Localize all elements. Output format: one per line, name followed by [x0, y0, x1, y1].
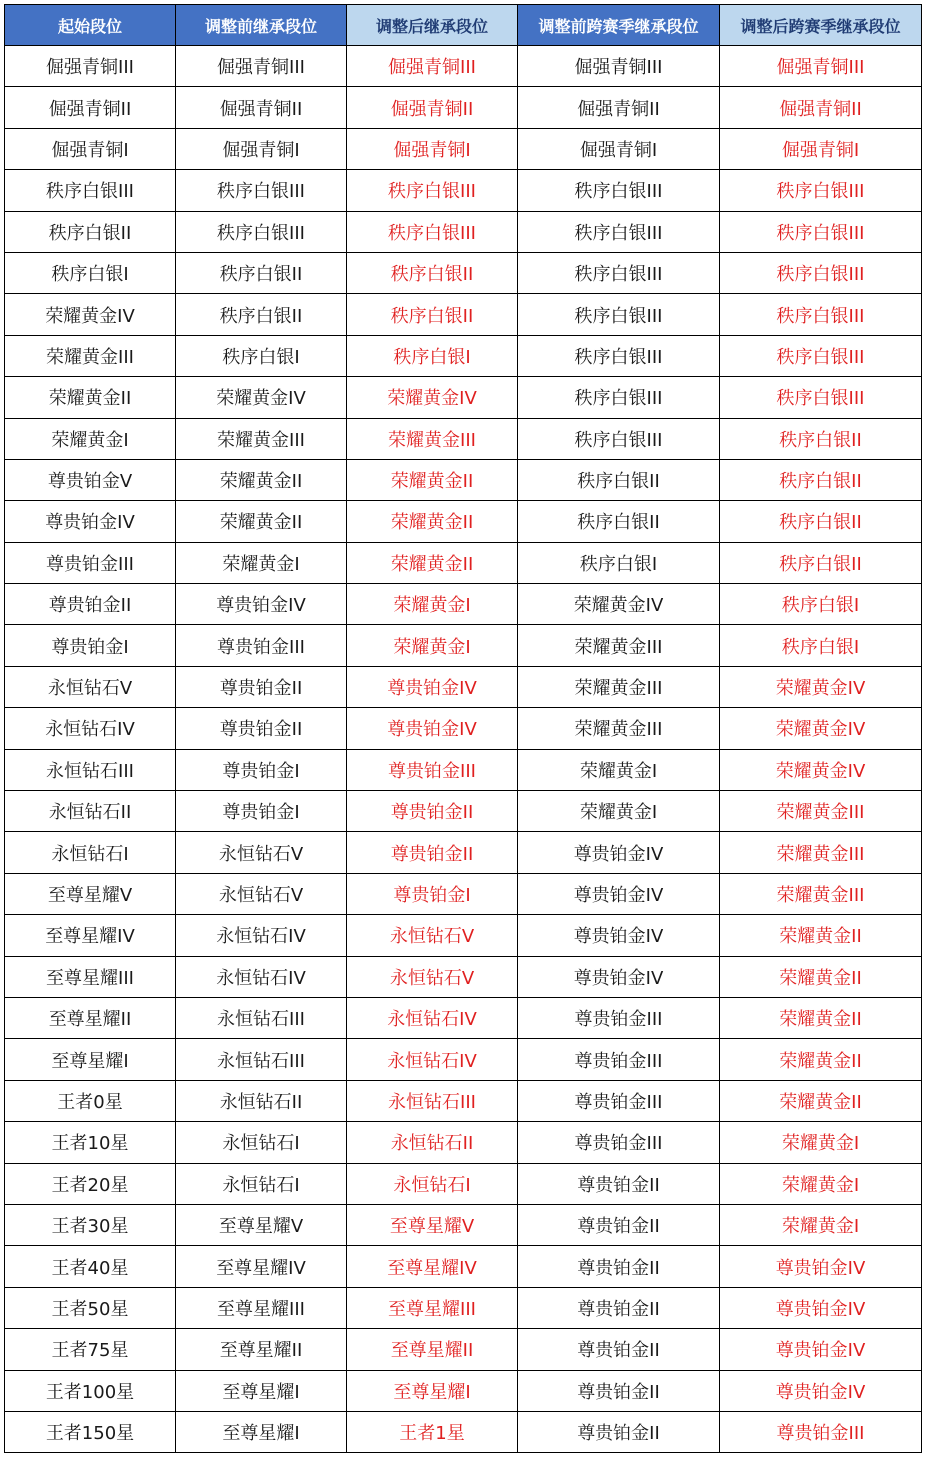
header-start-rank: 起始段位 [5, 5, 176, 46]
after-inherit-cell: 尊贵铂金IV [347, 708, 518, 749]
after-cross-season-cell: 荣耀黄金II [720, 1080, 922, 1121]
start-rank-cell: 王者75星 [5, 1329, 176, 1370]
after-cross-season-cell: 秩序白银II [720, 501, 922, 542]
after-cross-season-cell: 秩序白银III [720, 294, 922, 335]
after-cross-season-cell: 荣耀黄金IV [720, 749, 922, 790]
before-cross-season-cell: 秩序白银III [518, 335, 720, 376]
before-inherit-cell: 荣耀黄金II [176, 459, 347, 500]
before-inherit-cell: 荣耀黄金III [176, 418, 347, 459]
start-rank-cell: 秩序白银I [5, 252, 176, 293]
before-inherit-cell: 永恒钻石II [176, 1080, 347, 1121]
before-cross-season-cell: 倔强青铜II [518, 87, 720, 128]
table-row [5, 956, 922, 997]
start-rank-cell: 王者10星 [5, 1122, 176, 1163]
before-cross-season-cell: 尊贵铂金II [518, 1329, 720, 1370]
before-cross-season-cell: 荣耀黄金III [518, 708, 720, 749]
before-cross-season-cell: 尊贵铂金III [518, 1080, 720, 1121]
after-cross-season-cell: 尊贵铂金IV [720, 1246, 922, 1287]
before-cross-season-cell: 尊贵铂金II [518, 1370, 720, 1411]
after-cross-season-cell: 荣耀黄金II [720, 915, 922, 956]
table-row [5, 459, 922, 500]
before-inherit-cell: 永恒钻石V [176, 873, 347, 914]
before-inherit-cell: 秩序白银II [176, 294, 347, 335]
table-row [5, 1204, 922, 1245]
start-rank-cell: 尊贵铂金V [5, 459, 176, 500]
after-inherit-cell: 至尊星耀V [347, 1204, 518, 1245]
after-cross-season-cell: 尊贵铂金IV [720, 1329, 922, 1370]
before-inherit-cell: 至尊星耀IV [176, 1246, 347, 1287]
before-inherit-cell: 秩序白银III [176, 170, 347, 211]
after-cross-season-cell: 尊贵铂金IV [720, 1370, 922, 1411]
start-rank-cell: 王者100星 [5, 1370, 176, 1411]
before-cross-season-cell: 秩序白银III [518, 377, 720, 418]
before-cross-season-cell: 秩序白银II [518, 459, 720, 500]
after-cross-season-cell: 秩序白银III [720, 252, 922, 293]
before-cross-season-cell: 秩序白银III [518, 211, 720, 252]
after-inherit-cell: 永恒钻石III [347, 1080, 518, 1121]
before-cross-season-cell: 荣耀黄金I [518, 749, 720, 790]
before-cross-season-cell: 尊贵铂金II [518, 1204, 720, 1245]
table-row [5, 708, 922, 749]
table-row [5, 832, 922, 873]
after-cross-season-cell: 倔强青铜II [720, 87, 922, 128]
start-rank-cell: 荣耀黄金II [5, 377, 176, 418]
after-cross-season-cell: 荣耀黄金III [720, 791, 922, 832]
before-cross-season-cell: 秩序白银III [518, 170, 720, 211]
table-row [5, 211, 922, 252]
start-rank-cell: 至尊星耀III [5, 956, 176, 997]
table-row [5, 542, 922, 583]
before-cross-season-cell: 尊贵铂金IV [518, 873, 720, 914]
after-cross-season-cell: 秩序白银II [720, 542, 922, 583]
start-rank-cell: 永恒钻石V [5, 666, 176, 707]
before-cross-season-cell: 荣耀黄金III [518, 666, 720, 707]
start-rank-cell: 秩序白银II [5, 211, 176, 252]
before-inherit-cell: 尊贵铂金II [176, 708, 347, 749]
after-inherit-cell: 秩序白银I [347, 335, 518, 376]
table-row [5, 294, 922, 335]
start-rank-cell: 王者40星 [5, 1246, 176, 1287]
table-row [5, 501, 922, 542]
before-cross-season-cell: 秩序白银III [518, 294, 720, 335]
before-inherit-cell: 永恒钻石III [176, 1039, 347, 1080]
rank-inheritance-table [4, 4, 922, 1453]
before-inherit-cell: 至尊星耀II [176, 1329, 347, 1370]
after-inherit-cell: 永恒钻石IV [347, 997, 518, 1038]
table-row [5, 1080, 922, 1121]
before-cross-season-cell: 秩序白银III [518, 252, 720, 293]
after-cross-season-cell: 尊贵铂金IV [720, 1287, 922, 1328]
after-inherit-cell: 永恒钻石IV [347, 1039, 518, 1080]
before-inherit-cell: 永恒钻石V [176, 832, 347, 873]
after-inherit-cell: 永恒钻石II [347, 1122, 518, 1163]
before-inherit-cell: 倔强青铜I [176, 128, 347, 169]
start-rank-cell: 永恒钻石IV [5, 708, 176, 749]
table-row [5, 1287, 922, 1328]
table-row [5, 418, 922, 459]
before-cross-season-cell: 尊贵铂金II [518, 1287, 720, 1328]
start-rank-cell: 尊贵铂金IV [5, 501, 176, 542]
after-cross-season-cell: 秩序白银III [720, 377, 922, 418]
after-inherit-cell: 尊贵铂金III [347, 749, 518, 790]
after-cross-season-cell: 尊贵铂金III [720, 1411, 922, 1452]
after-cross-season-cell: 秩序白银I [720, 625, 922, 666]
after-inherit-cell: 荣耀黄金I [347, 625, 518, 666]
before-inherit-cell: 倔强青铜III [176, 46, 347, 87]
table-row [5, 1246, 922, 1287]
start-rank-cell: 尊贵铂金II [5, 584, 176, 625]
before-inherit-cell: 永恒钻石IV [176, 956, 347, 997]
after-cross-season-cell: 荣耀黄金III [720, 832, 922, 873]
before-cross-season-cell: 秩序白银I [518, 542, 720, 583]
rank-table-container [4, 4, 922, 1453]
after-inherit-cell: 永恒钻石V [347, 915, 518, 956]
before-cross-season-cell: 荣耀黄金I [518, 791, 720, 832]
before-cross-season-cell: 尊贵铂金IV [518, 956, 720, 997]
before-inherit-cell: 至尊星耀I [176, 1411, 347, 1452]
after-cross-season-cell: 秩序白银III [720, 211, 922, 252]
after-inherit-cell: 至尊星耀IV [347, 1246, 518, 1287]
start-rank-cell: 秩序白银III [5, 170, 176, 211]
after-inherit-cell: 至尊星耀III [347, 1287, 518, 1328]
after-inherit-cell: 秩序白银II [347, 252, 518, 293]
table-body [5, 46, 922, 1453]
before-inherit-cell: 荣耀黄金I [176, 542, 347, 583]
before-cross-season-cell: 尊贵铂金III [518, 997, 720, 1038]
before-inherit-cell: 至尊星耀III [176, 1287, 347, 1328]
table-row [5, 46, 922, 87]
table-row [5, 1163, 922, 1204]
start-rank-cell: 倔强青铜II [5, 87, 176, 128]
before-cross-season-cell: 尊贵铂金IV [518, 915, 720, 956]
after-cross-season-cell: 倔强青铜I [720, 128, 922, 169]
before-inherit-cell: 至尊星耀V [176, 1204, 347, 1245]
before-inherit-cell: 秩序白银I [176, 335, 347, 376]
after-cross-season-cell: 荣耀黄金I [720, 1163, 922, 1204]
after-inherit-cell: 倔强青铜II [347, 87, 518, 128]
after-cross-season-cell: 荣耀黄金I [720, 1204, 922, 1245]
after-inherit-cell: 荣耀黄金II [347, 501, 518, 542]
before-inherit-cell: 荣耀黄金II [176, 501, 347, 542]
start-rank-cell: 王者150星 [5, 1411, 176, 1452]
after-cross-season-cell: 荣耀黄金I [720, 1122, 922, 1163]
header-after-cross-season: 调整后跨赛季继承段位 [720, 5, 922, 46]
before-cross-season-cell: 倔强青铜III [518, 46, 720, 87]
table-row [5, 997, 922, 1038]
after-cross-season-cell: 荣耀黄金II [720, 956, 922, 997]
before-cross-season-cell: 秩序白银II [518, 501, 720, 542]
before-inherit-cell: 永恒钻石I [176, 1163, 347, 1204]
after-inherit-cell: 尊贵铂金IV [347, 666, 518, 707]
after-inherit-cell: 尊贵铂金I [347, 873, 518, 914]
table-row [5, 873, 922, 914]
start-rank-cell: 尊贵铂金I [5, 625, 176, 666]
after-inherit-cell: 秩序白银III [347, 170, 518, 211]
table-row [5, 791, 922, 832]
before-cross-season-cell: 倔强青铜I [518, 128, 720, 169]
before-inherit-cell: 秩序白银III [176, 211, 347, 252]
table-row [5, 128, 922, 169]
after-cross-season-cell: 荣耀黄金II [720, 1039, 922, 1080]
table-row [5, 335, 922, 376]
before-cross-season-cell: 尊贵铂金IV [518, 832, 720, 873]
table-row [5, 1039, 922, 1080]
before-cross-season-cell: 尊贵铂金III [518, 1039, 720, 1080]
start-rank-cell: 至尊星耀V [5, 873, 176, 914]
before-inherit-cell: 倔强青铜II [176, 87, 347, 128]
start-rank-cell: 荣耀黄金III [5, 335, 176, 376]
header-row [5, 5, 922, 46]
before-cross-season-cell: 尊贵铂金II [518, 1163, 720, 1204]
before-cross-season-cell: 尊贵铂金III [518, 1122, 720, 1163]
after-inherit-cell: 秩序白银II [347, 294, 518, 335]
after-cross-season-cell: 秩序白银II [720, 459, 922, 500]
before-inherit-cell: 尊贵铂金I [176, 749, 347, 790]
after-inherit-cell: 至尊星耀I [347, 1370, 518, 1411]
after-cross-season-cell: 秩序白银I [720, 584, 922, 625]
start-rank-cell: 至尊星耀II [5, 997, 176, 1038]
start-rank-cell: 永恒钻石II [5, 791, 176, 832]
table-row [5, 666, 922, 707]
before-inherit-cell: 至尊星耀I [176, 1370, 347, 1411]
start-rank-cell: 王者0星 [5, 1080, 176, 1121]
after-cross-season-cell: 荣耀黄金III [720, 873, 922, 914]
before-inherit-cell: 尊贵铂金III [176, 625, 347, 666]
before-cross-season-cell: 尊贵铂金II [518, 1246, 720, 1287]
start-rank-cell: 倔强青铜III [5, 46, 176, 87]
after-inherit-cell: 倔强青铜III [347, 46, 518, 87]
header-after-inherit: 调整后继承段位 [347, 5, 518, 46]
table-row [5, 1370, 922, 1411]
table-row [5, 377, 922, 418]
after-inherit-cell: 荣耀黄金III [347, 418, 518, 459]
after-inherit-cell: 尊贵铂金II [347, 791, 518, 832]
after-inherit-cell: 尊贵铂金II [347, 832, 518, 873]
after-inherit-cell: 永恒钻石V [347, 956, 518, 997]
table-row [5, 170, 922, 211]
start-rank-cell: 永恒钻石III [5, 749, 176, 790]
start-rank-cell: 尊贵铂金III [5, 542, 176, 583]
after-inherit-cell: 荣耀黄金I [347, 584, 518, 625]
after-inherit-cell: 荣耀黄金II [347, 542, 518, 583]
table-row [5, 749, 922, 790]
before-cross-season-cell: 荣耀黄金III [518, 625, 720, 666]
table-row [5, 915, 922, 956]
after-cross-season-cell: 秩序白银III [720, 170, 922, 211]
after-cross-season-cell: 秩序白银III [720, 335, 922, 376]
table-row [5, 584, 922, 625]
after-inherit-cell: 荣耀黄金II [347, 459, 518, 500]
before-inherit-cell: 永恒钻石III [176, 997, 347, 1038]
before-inherit-cell: 永恒钻石I [176, 1122, 347, 1163]
before-inherit-cell: 尊贵铂金II [176, 666, 347, 707]
table-row [5, 1122, 922, 1163]
before-inherit-cell: 永恒钻石IV [176, 915, 347, 956]
before-inherit-cell: 尊贵铂金IV [176, 584, 347, 625]
start-rank-cell: 荣耀黄金IV [5, 294, 176, 335]
header-before-inherit: 调整前继承段位 [176, 5, 347, 46]
after-inherit-cell: 至尊星耀II [347, 1329, 518, 1370]
start-rank-cell: 永恒钻石I [5, 832, 176, 873]
after-inherit-cell: 荣耀黄金IV [347, 377, 518, 418]
start-rank-cell: 荣耀黄金I [5, 418, 176, 459]
start-rank-cell: 王者20星 [5, 1163, 176, 1204]
table-row [5, 625, 922, 666]
start-rank-cell: 至尊星耀IV [5, 915, 176, 956]
before-inherit-cell: 秩序白银II [176, 252, 347, 293]
table-header [5, 5, 922, 46]
table-row [5, 87, 922, 128]
after-cross-season-cell: 荣耀黄金IV [720, 708, 922, 749]
before-inherit-cell: 尊贵铂金I [176, 791, 347, 832]
before-cross-season-cell: 秩序白银III [518, 418, 720, 459]
table-row [5, 1329, 922, 1370]
table-row [5, 1411, 922, 1452]
start-rank-cell: 王者30星 [5, 1204, 176, 1245]
start-rank-cell: 至尊星耀I [5, 1039, 176, 1080]
after-cross-season-cell: 秩序白银II [720, 418, 922, 459]
after-inherit-cell: 永恒钻石I [347, 1163, 518, 1204]
before-cross-season-cell: 荣耀黄金IV [518, 584, 720, 625]
before-inherit-cell: 荣耀黄金IV [176, 377, 347, 418]
table-row [5, 252, 922, 293]
after-inherit-cell: 倔强青铜I [347, 128, 518, 169]
after-cross-season-cell: 倔强青铜III [720, 46, 922, 87]
after-inherit-cell: 王者1星 [347, 1411, 518, 1452]
start-rank-cell: 王者50星 [5, 1287, 176, 1328]
after-inherit-cell: 秩序白银III [347, 211, 518, 252]
after-cross-season-cell: 荣耀黄金IV [720, 666, 922, 707]
before-cross-season-cell: 尊贵铂金II [518, 1411, 720, 1452]
start-rank-cell: 倔强青铜I [5, 128, 176, 169]
header-before-cross-season: 调整前跨赛季继承段位 [518, 5, 720, 46]
after-cross-season-cell: 荣耀黄金II [720, 997, 922, 1038]
